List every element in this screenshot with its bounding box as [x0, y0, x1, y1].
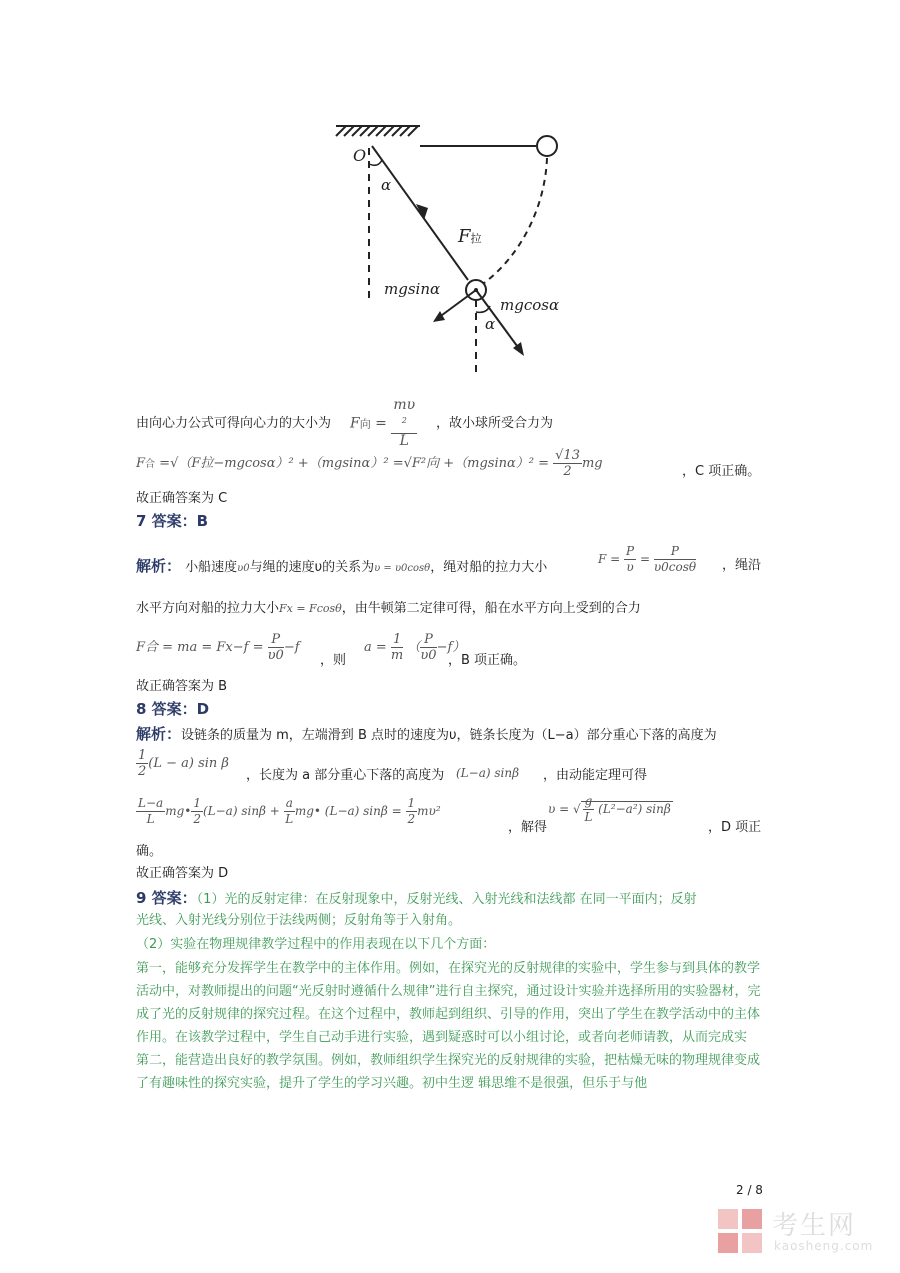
q7-line1-end: ，绳沿 — [722, 558, 762, 573]
q7-then: ，则 — [320, 653, 347, 668]
q7-heading: 7 答案：B — [136, 512, 209, 530]
q6-conclusion: 故正确答案为 C — [136, 491, 228, 506]
q8-conclusion: 故正确答案为 D — [136, 866, 229, 881]
q8-energy-formula: $\frac{L-a}{L}$ mg• $\frac{1}{2}$ (L−a) sinβ + $\frac{a}{L}$ mg• (L−a) sinβ = $\frac{1}{2}$ mυ² — [138, 796, 441, 826]
label-o: O — [353, 146, 367, 165]
q9-para-first: 第一，能够充分发挥学生在教学中的主体作用。例如，在探究光的反射规律的实验中，学生参与到具体的教学活动中，对教师提出的问题“光反射时遵循什么规律”进行自主探究，通过设计实验并选择所用的实验器材，完成了光的反射规律的探究过程。在这个过程中，教师起到组织、引导的作用，突出了学生在教学活动中的主体作用。在该教学过程中，学生自己动手进行实验，遇到疑惑时可以小组讨论，或者向老师请教，从而完成实 — [136, 961, 761, 1045]
watermark-cn: 考生网 — [772, 1211, 857, 1241]
label-mgcos: mgcosα — [500, 296, 560, 314]
pendulum-string — [372, 146, 468, 280]
ball-start — [537, 136, 557, 156]
ceiling-hatch — [336, 126, 420, 136]
mgsin-arrow — [438, 290, 476, 318]
tension-arrowhead — [416, 204, 428, 220]
q8-line1: 解析：设链条的质量为 m，左端滑到 B 点时的速度为υ，链条长度为（L−a）部分重心下落的高度为 — [136, 725, 717, 743]
q7-line1: 解析： 小船速度υ0与绳的速度υ的关系为υ = υ0cosθ，绳对船的拉力大小 — [136, 557, 548, 575]
q7-accel-formula: a = $\frac{1}{m}$ （ $\frac{P}{\upsilon 0}$ −f） — [364, 632, 466, 663]
q9-line2: 光线、入射光线分别位于法线两侧；反射角等于入射角。 — [136, 913, 462, 928]
q8-line3-end: ，D 项正 — [708, 820, 762, 835]
q6-combined-formula: F合 =√（F拉−mgcosα）² +（mgsinα）² =√F²向 +（mgsinα）² = $\frac{√13}{2}$ mg — [136, 448, 603, 479]
q8-height1-formula: $\frac{1}{2}$ (L − a) sin β — [138, 748, 229, 779]
q7-line3-post: ，B 项正确。 — [448, 653, 527, 668]
q6-line1-post: ，故小球所受合力为 — [436, 416, 554, 431]
q6-line1: 由向心力公式可得向心力的大小为 — [136, 416, 332, 431]
q8-line2-b: ，由动能定理可得 — [543, 768, 648, 783]
q6-line2-post: ，C 项正确。 — [682, 464, 761, 479]
trajectory-arc — [480, 158, 547, 286]
label-mgsin: mgsinα — [384, 280, 441, 298]
q9-para-second: 第二，能营造出良好的教学氛围。例如，教师组织学生探究光的反射规律的实验，把枯燥无味的物理规律变成了有趣味性的探究实验，提升了学生的学习兴趣。初中生逻 辑思维不是很强，但乐于与他 — [136, 1053, 761, 1091]
q7-conclusion: 故正确答案为 B — [136, 679, 228, 694]
q9-point2: （2）实验在物理规律教学过程中的作用表现在以下几个方面： — [136, 937, 496, 952]
watermark — [716, 1203, 876, 1263]
q7-line2: 水平方向对船的拉力大小Fx = Fcosθ，由牛顿第二定律可得，船在水平方向上受到的合力 — [136, 601, 641, 616]
q8-heading: 8 答案：D — [136, 700, 210, 718]
angle-arc-top — [369, 160, 382, 165]
label-alpha-top: α — [381, 176, 392, 194]
q9-line1: 9 答案：（1）光的反射定律：在反射现象中，反射光线、入射光线和法线都 在同一平面内；反射 — [136, 889, 697, 907]
q8-velocity-formula: υ = √ $\frac{g}{L}$ (L²−a²) sinβ — [548, 794, 671, 824]
q8-line2-a: ，长度为 a 部分重心下落的高度为 — [246, 768, 445, 783]
watermark-logo-icon — [716, 1205, 770, 1259]
q8-line4: 确。 — [136, 844, 163, 859]
q7-force-formula: F = $\frac{P}{\upsilon}$ = $\frac{P}{\upsilon 0\cos\theta}$ — [598, 544, 697, 574]
label-alpha-bottom: α — [485, 315, 496, 333]
q8-solve: ，解得 — [508, 820, 548, 835]
watermark-url: kaosheng.com — [774, 1239, 874, 1253]
q6-centripetal-formula: F向 = mυ $^2$ L — [350, 397, 416, 449]
mgsin-arrowhead — [433, 311, 445, 322]
q8-height2: (L−a) sinβ — [456, 766, 520, 780]
label-tension: F拉 — [458, 226, 482, 247]
page-number: 2 / 8 — [736, 1183, 763, 1197]
q7-net-force-formula: F合 = ma = Fx−f = $\frac{P}{\upsilon 0}$ −f — [136, 632, 300, 663]
